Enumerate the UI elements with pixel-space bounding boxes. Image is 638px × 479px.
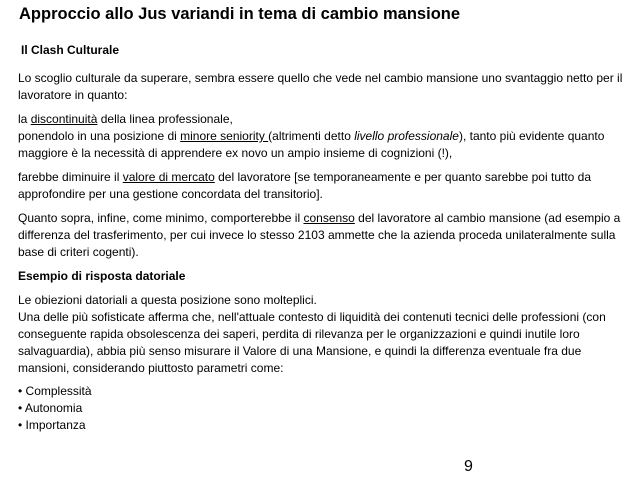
paragraph-intro: Lo scoglio culturale da superare, sembra essere quello che vede nel cambio mansione uno svantaggio netto per il lavoratore in quanto:	[18, 71, 623, 102]
text-fragment: del lavoratore al cambio mansione (ad esempio a differenza del trasferimento, per cui invece lo stesso 2103 ammette che la azienda proceda unilateralmente sulla base di criteri cogenti).	[18, 211, 621, 259]
text-fragment: farebbe diminuire il	[18, 170, 123, 184]
term-discontinuity: discontinuità	[30, 112, 98, 126]
paragraph-consent	[18, 210, 628, 261]
slide-title: Approccio allo Jus variandi in tema di cambio mansione	[19, 5, 461, 23]
page-number: 9	[464, 458, 473, 475]
parameter-list	[18, 383, 628, 434]
text-fragment: la	[18, 112, 31, 126]
list-item: • Complessità	[18, 384, 92, 398]
paragraph-discontinuity	[18, 111, 628, 128]
paragraph-seniority	[18, 128, 628, 162]
term-consent: consenso	[303, 211, 355, 225]
text-fragment: ponendolo in una posizione di	[18, 129, 181, 143]
text-fragment: (altrimenti detto	[268, 129, 355, 143]
text-fragment: della linea professionale,	[97, 112, 233, 126]
list-item: • Importanza	[18, 418, 86, 432]
term-seniority: minore seniority	[180, 129, 269, 143]
text-fragment: ), tanto più evidente quanto maggiore è la necessità di apprendere ex novo un ampio insieme di cognizioni (!),	[18, 129, 605, 160]
paragraph-market-value	[18, 169, 628, 203]
paragraph-objections: Le obiezioni datoriali a questa posizione sono molteplici.	[18, 293, 317, 307]
slide-body	[18, 70, 628, 434]
section-heading: Esempio di risposta datoriale	[18, 269, 186, 283]
slide-subtitle: Il Clash Culturale	[21, 43, 120, 57]
paragraph-sophisticated: Una delle più sofisticate afferma che, nell'attuale contesto di liquidità dei contenuti tecnici delle professioni (con conseguente rapida obsolescenza dei saperi, perdita di rilevanza per le organizzazioni e quindi inutile loro salvaguardia), abbia più senso misurare il Valore di una Mansione, e quindi la differenza eventuale fra due mansioni, considerando piuttosto parametri come:	[18, 310, 606, 375]
text-fragment: Quanto sopra, infine, come minimo, comporterebbe il	[18, 211, 304, 225]
term-market-value: valore di mercato	[122, 170, 215, 184]
list-item: • Autonomia	[18, 401, 83, 415]
term-professional-level: livello professionale	[354, 129, 459, 143]
text-fragment: del lavoratore [se temporaneamente e per quanto sarebbe poi tutto da approfondire per una gestione concordata del transitorio].	[18, 170, 592, 201]
